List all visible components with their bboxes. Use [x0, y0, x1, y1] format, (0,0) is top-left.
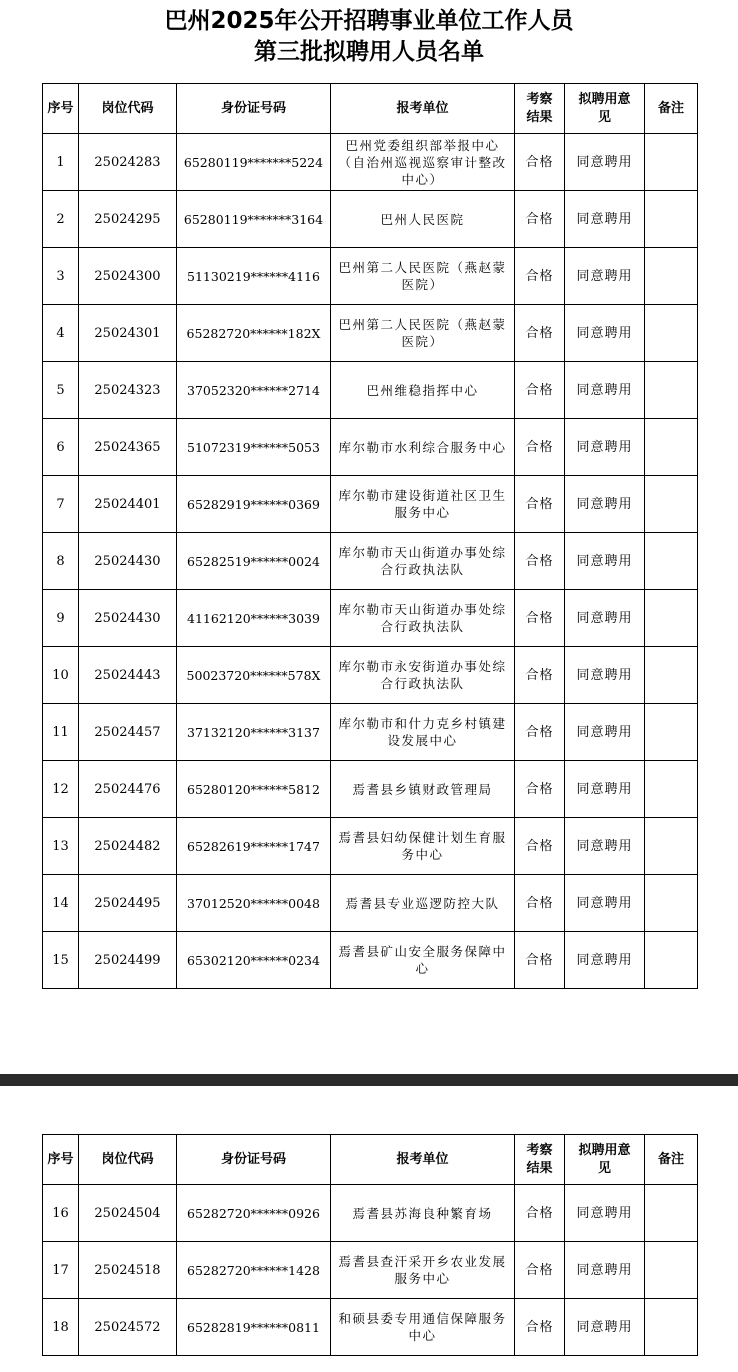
- cell-opinion: 同意聘用: [565, 1299, 645, 1356]
- cell-remark: [645, 875, 698, 932]
- cell-seq: 14: [43, 875, 79, 932]
- cell-unit: 库尔勒市建设街道社区卫生服务中心: [331, 476, 515, 533]
- cell-unit: 焉耆县矿山安全服务保障中心: [331, 932, 515, 989]
- cell-seq: 2: [43, 191, 79, 248]
- cell-seq: 15: [43, 932, 79, 989]
- cell-opinion: 同意聘用: [565, 1185, 645, 1242]
- cell-seq: 10: [43, 647, 79, 704]
- cell-post-code: 25024430: [79, 533, 177, 590]
- cell-unit: 焉耆县乡镇财政管理局: [331, 761, 515, 818]
- cell-seq: 11: [43, 704, 79, 761]
- cell-opinion: 同意聘用: [565, 362, 645, 419]
- table-row: [43, 305, 698, 362]
- header-opinion: 拟聘用意见: [565, 84, 645, 134]
- table-row: [43, 476, 698, 533]
- table-row: [43, 191, 698, 248]
- cell-id-number: 50023720******578X: [177, 647, 331, 704]
- cell-opinion: 同意聘用: [565, 419, 645, 476]
- cell-seq: 16: [43, 1185, 79, 1242]
- cell-opinion: 同意聘用: [565, 533, 645, 590]
- table-row: [43, 590, 698, 647]
- cell-id-number: 37132120******3137: [177, 704, 331, 761]
- cell-opinion: 同意聘用: [565, 761, 645, 818]
- cell-post-code: 25024572: [79, 1299, 177, 1356]
- header-seq: 序号: [43, 1135, 79, 1185]
- cell-post-code: 25024443: [79, 647, 177, 704]
- table-row: [43, 248, 698, 305]
- cell-opinion: 同意聘用: [565, 134, 645, 191]
- cell-id-number: 37052320******2714: [177, 362, 331, 419]
- cell-seq: 4: [43, 305, 79, 362]
- cell-opinion: 同意聘用: [565, 248, 645, 305]
- cell-exam-result: 合格: [515, 1185, 565, 1242]
- table-row: [43, 818, 698, 875]
- cell-post-code: 25024476: [79, 761, 177, 818]
- cell-post-code: 25024430: [79, 590, 177, 647]
- cell-post-code: 25024504: [79, 1185, 177, 1242]
- cell-post-code: 25024495: [79, 875, 177, 932]
- cell-remark: [645, 1299, 698, 1356]
- page-separator: [0, 1074, 738, 1086]
- cell-remark: [645, 305, 698, 362]
- cell-remark: [645, 191, 698, 248]
- cell-opinion: 同意聘用: [565, 818, 645, 875]
- cell-remark: [645, 1185, 698, 1242]
- roster-table-page-1: [42, 83, 698, 989]
- cell-seq: 18: [43, 1299, 79, 1356]
- cell-id-number: 41162120******3039: [177, 590, 331, 647]
- cell-unit: 巴州维稳指挥中心: [331, 362, 515, 419]
- cell-id-number: 65282619******1747: [177, 818, 331, 875]
- table-row: [43, 761, 698, 818]
- table-row: [43, 362, 698, 419]
- cell-opinion: 同意聘用: [565, 932, 645, 989]
- cell-unit: 巴州第二人民医院（燕赵蒙医院）: [331, 305, 515, 362]
- cell-id-number: 65280119*******5224: [177, 134, 331, 191]
- table-row: [43, 932, 698, 989]
- cell-id-number: 65280120******5812: [177, 761, 331, 818]
- cell-unit: 焉耆县苏海良种繁育场: [331, 1185, 515, 1242]
- cell-opinion: 同意聘用: [565, 476, 645, 533]
- cell-exam-result: 合格: [515, 476, 565, 533]
- cell-exam-result: 合格: [515, 533, 565, 590]
- header-exam-result: 考察结果: [515, 1135, 565, 1185]
- cell-seq: 6: [43, 419, 79, 476]
- cell-exam-result: 合格: [515, 647, 565, 704]
- cell-post-code: 25024518: [79, 1242, 177, 1299]
- page-title: 巴州2025年公开招聘事业单位工作人员: [164, 8, 574, 34]
- cell-opinion: 同意聘用: [565, 704, 645, 761]
- cell-unit: 和硕县委专用通信保障服务中心: [331, 1299, 515, 1356]
- cell-id-number: 65282919******0369: [177, 476, 331, 533]
- header-unit: 报考单位: [331, 1135, 515, 1185]
- table-header-row: [43, 84, 698, 134]
- cell-remark: [645, 761, 698, 818]
- cell-exam-result: 合格: [515, 191, 565, 248]
- cell-unit: 库尔勒市水利综合服务中心: [331, 419, 515, 476]
- cell-post-code: 25024365: [79, 419, 177, 476]
- cell-exam-result: 合格: [515, 761, 565, 818]
- cell-id-number: 65282519******0024: [177, 533, 331, 590]
- header-remark: 备注: [645, 84, 698, 134]
- cell-exam-result: 合格: [515, 704, 565, 761]
- cell-exam-result: 合格: [515, 248, 565, 305]
- cell-id-number: 65282720******0926: [177, 1185, 331, 1242]
- cell-seq: 12: [43, 761, 79, 818]
- page-subtitle: 第三批拟聘用人员名单: [254, 39, 484, 65]
- cell-id-number: 65282819******0811: [177, 1299, 331, 1356]
- cell-remark: [645, 1242, 698, 1299]
- header-exam-result: 考察结果: [515, 84, 565, 134]
- cell-seq: 17: [43, 1242, 79, 1299]
- header-unit: 报考单位: [331, 84, 515, 134]
- table-header-row: [43, 1135, 698, 1185]
- cell-id-number: 65282720******182X: [177, 305, 331, 362]
- table-row: [43, 134, 698, 191]
- cell-unit: 焉耆县妇幼保健计划生育服务中心: [331, 818, 515, 875]
- cell-remark: [645, 818, 698, 875]
- cell-id-number: 65280119*******3164: [177, 191, 331, 248]
- header-id-number: 身份证号码: [177, 1135, 331, 1185]
- cell-post-code: 25024482: [79, 818, 177, 875]
- header-seq: 序号: [43, 84, 79, 134]
- cell-seq: 13: [43, 818, 79, 875]
- cell-post-code: 25024300: [79, 248, 177, 305]
- cell-unit: 库尔勒市天山街道办事处综合行政执法队: [331, 590, 515, 647]
- cell-seq: 3: [43, 248, 79, 305]
- cell-seq: 8: [43, 533, 79, 590]
- cell-opinion: 同意聘用: [565, 1242, 645, 1299]
- cell-seq: 1: [43, 134, 79, 191]
- cell-unit: 焉耆县查汗采开乡农业发展服务中心: [331, 1242, 515, 1299]
- header-post-code: 岗位代码: [79, 1135, 177, 1185]
- cell-post-code: 25024499: [79, 932, 177, 989]
- cell-opinion: 同意聘用: [565, 191, 645, 248]
- cell-id-number: 51130219******4116: [177, 248, 331, 305]
- cell-remark: [645, 704, 698, 761]
- cell-exam-result: 合格: [515, 362, 565, 419]
- cell-unit: 库尔勒市和什力克乡村镇建设发展中心: [331, 704, 515, 761]
- header-post-code: 岗位代码: [79, 84, 177, 134]
- cell-id-number: 65282720******1428: [177, 1242, 331, 1299]
- cell-remark: [645, 476, 698, 533]
- cell-seq: 5: [43, 362, 79, 419]
- cell-remark: [645, 533, 698, 590]
- cell-unit: 库尔勒市天山街道办事处综合行政执法队: [331, 533, 515, 590]
- header-opinion: 拟聘用意见: [565, 1135, 645, 1185]
- cell-exam-result: 合格: [515, 134, 565, 191]
- cell-remark: [645, 134, 698, 191]
- cell-exam-result: 合格: [515, 305, 565, 362]
- cell-unit: 巴州人民医院: [331, 191, 515, 248]
- cell-id-number: 65302120******0234: [177, 932, 331, 989]
- cell-id-number: 51072319******5053: [177, 419, 331, 476]
- cell-id-number: 37012520******0048: [177, 875, 331, 932]
- cell-exam-result: 合格: [515, 875, 565, 932]
- cell-post-code: 25024323: [79, 362, 177, 419]
- cell-unit: 巴州第二人民医院（燕赵蒙医院）: [331, 248, 515, 305]
- cell-post-code: 25024283: [79, 134, 177, 191]
- table-row: [43, 875, 698, 932]
- table-row: [43, 1242, 698, 1299]
- table-row: [43, 533, 698, 590]
- cell-remark: [645, 590, 698, 647]
- table-row: [43, 1299, 698, 1356]
- cell-exam-result: 合格: [515, 590, 565, 647]
- cell-post-code: 25024295: [79, 191, 177, 248]
- cell-unit: 焉耆县专业巡逻防控大队: [331, 875, 515, 932]
- cell-seq: 9: [43, 590, 79, 647]
- cell-exam-result: 合格: [515, 818, 565, 875]
- header-id-number: 身份证号码: [177, 84, 331, 134]
- table-row: [43, 1185, 698, 1242]
- cell-post-code: 25024301: [79, 305, 177, 362]
- roster-table-page-2: [42, 1134, 698, 1356]
- cell-opinion: 同意聘用: [565, 875, 645, 932]
- cell-exam-result: 合格: [515, 932, 565, 989]
- header-remark: 备注: [645, 1135, 698, 1185]
- cell-exam-result: 合格: [515, 419, 565, 476]
- cell-unit: 巴州党委组织部举报中心（自治州巡视巡察审计整改中心）: [331, 134, 515, 191]
- table-row: [43, 704, 698, 761]
- cell-exam-result: 合格: [515, 1299, 565, 1356]
- cell-post-code: 25024401: [79, 476, 177, 533]
- cell-remark: [645, 362, 698, 419]
- cell-opinion: 同意聘用: [565, 647, 645, 704]
- table-row: [43, 419, 698, 476]
- cell-seq: 7: [43, 476, 79, 533]
- table-row: [43, 647, 698, 704]
- cell-remark: [645, 647, 698, 704]
- cell-opinion: 同意聘用: [565, 305, 645, 362]
- cell-remark: [645, 248, 698, 305]
- cell-post-code: 25024457: [79, 704, 177, 761]
- cell-opinion: 同意聘用: [565, 590, 645, 647]
- cell-exam-result: 合格: [515, 1242, 565, 1299]
- cell-remark: [645, 932, 698, 989]
- cell-unit: 库尔勒市永安街道办事处综合行政执法队: [331, 647, 515, 704]
- cell-remark: [645, 419, 698, 476]
